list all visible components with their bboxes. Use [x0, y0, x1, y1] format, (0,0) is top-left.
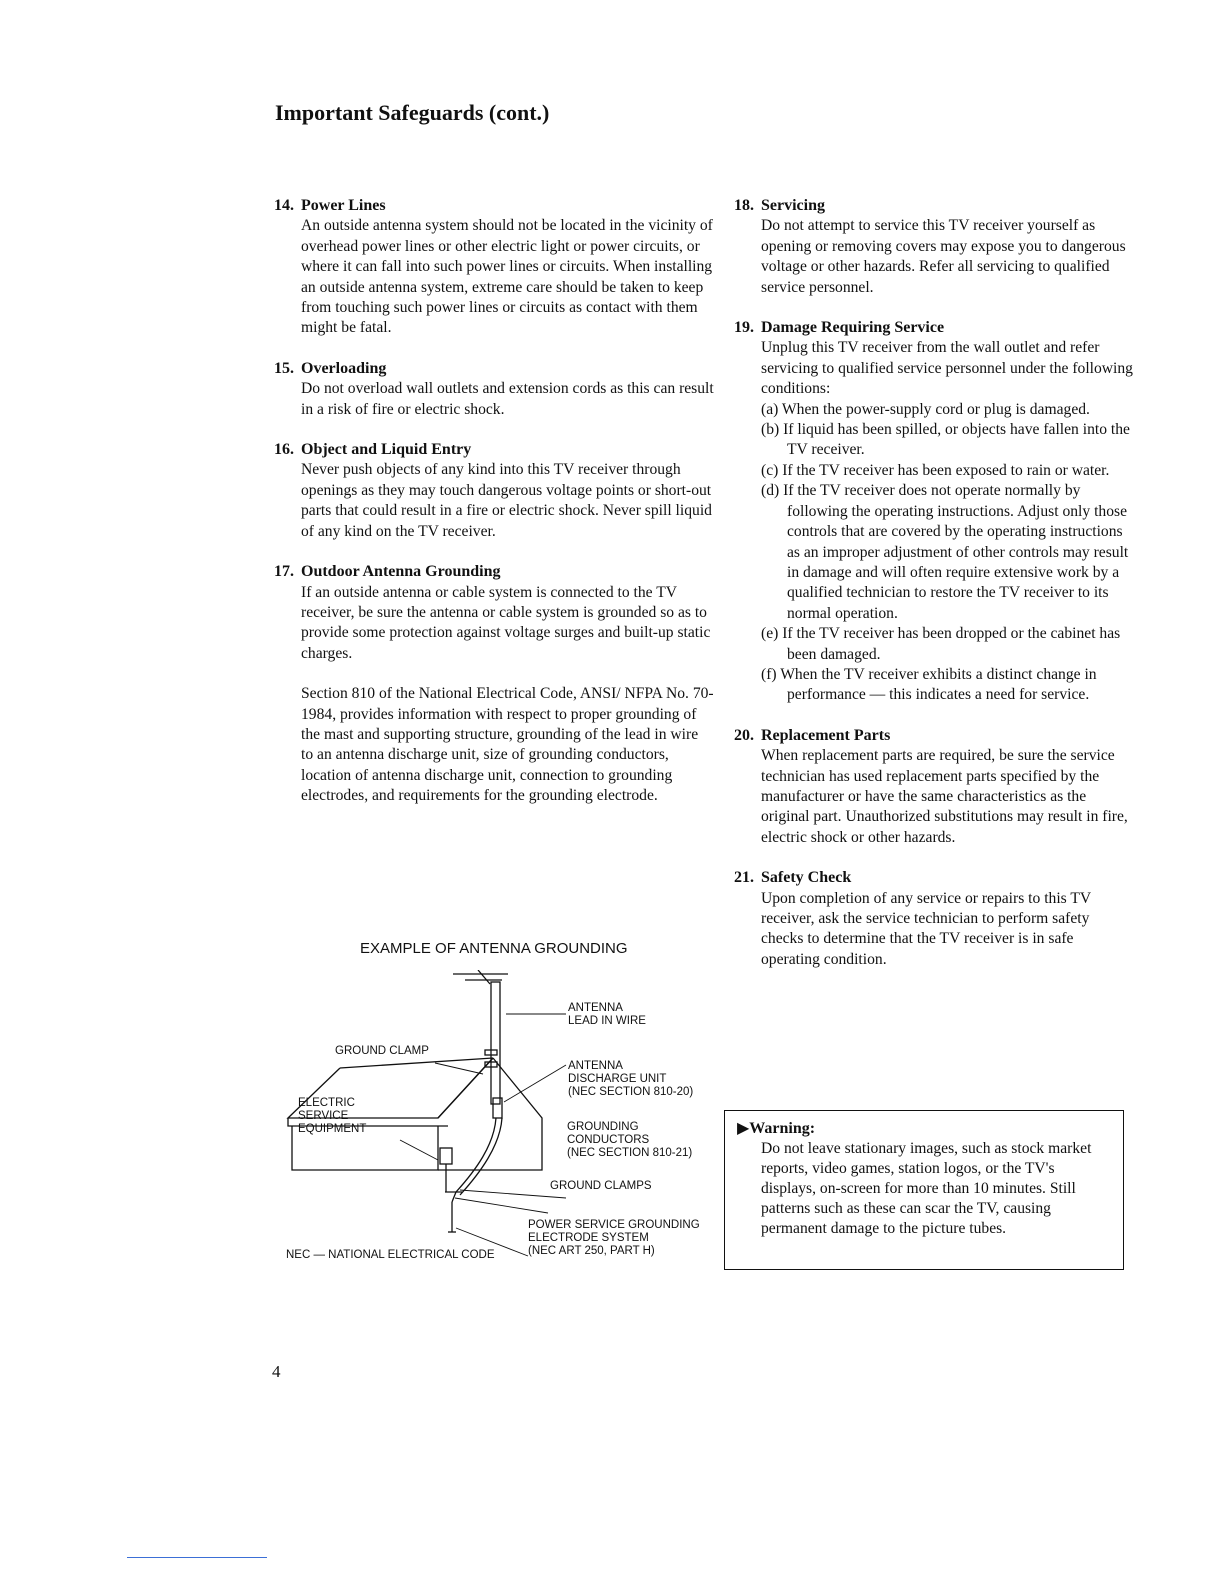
label-antenna-lead-in-wire: ANTENNA LEAD IN WIRE [568, 1002, 646, 1027]
section-title: Power Lines [301, 197, 386, 214]
section-body [761, 216, 1134, 298]
condition-item: (e) If the TV receiver has been dropped or the cabinet has been damaged. [761, 625, 1121, 663]
section-number: 21. [734, 869, 754, 887]
section-paragraph: When replacement parts are required, be sure the service technician has used replacement parts specified by the manufacturer or have the same characteristics as the original part. Unauthorized substitutions may result in fire, electric shock or other hazards. [761, 747, 1128, 846]
section-paragraph: Section 810 of the National Electrical Code, ANSI/ NFPA No. 70-1984, provides information with respect to proper grounding of the mast and supporting structure, grounding of the lead in wire to an antenna discharge unit, size of grounding conductors, location of antenna discharge unit, connection to grounding electrodes, and requirements for the grounding electrode. [301, 685, 714, 805]
ground-rod-icon [448, 1202, 456, 1232]
section-title: Object and Liquid Entry [301, 441, 472, 459]
label-power-service-grounding: POWER SERVICE GROUNDING ELECTRODE SYSTEM (NEC ART 250, PART H) [528, 1219, 700, 1257]
section-body [301, 460, 714, 542]
left-column [274, 196, 714, 827]
section-paragraph: Do not overload wall outlets and extension cords as this can result in a risk of fire or electric shock. [301, 380, 714, 418]
section-number: 14. [274, 197, 294, 214]
section-paragraph: Upon completion of any service or repairs to this TV receiver, ask the service technician to perform safety checks to determine that the TV receiver is in safe operating condition. [761, 889, 1091, 968]
label-antenna-discharge-unit: ANTENNA DISCHARGE UNIT (NEC SECTION 810-20) [568, 1060, 694, 1098]
section-heading [734, 318, 1134, 338]
warning-title: ▶Warning: [737, 1120, 816, 1137]
condition-item: (f) When the TV receiver exhibits a distinct change in performance — this indicates a need for service. [761, 665, 1097, 704]
condition-item: (d) If the TV receiver does not operate normally by following the operating instructions. Adjust only those controls that are covered by the operating instructions as an improper adjustment of other controls may result in damage and will often require extensive work by a qualified technician to restore the TV receiver to its normal operation. [761, 482, 1129, 622]
section-title: Damage Requiring Service [761, 319, 945, 337]
label-nec-definition: NEC — NATIONAL ELECTRICAL CODE [286, 1249, 495, 1261]
section-number: 15. [274, 359, 294, 377]
section-title: Overloading [301, 359, 387, 377]
condition-item: (c) If the TV receiver has been exposed to rain or water. [761, 461, 1110, 479]
section-number: 16. [274, 441, 294, 459]
section-18 [734, 196, 1134, 298]
warning-text: Do not leave stationary images, such as stock market reports, video games, station logos, or the TV's displays, on-screen for more than 10 minutes. Still patterns such as these can scar the TV, causing permanent damage to the picture tubes. [761, 1140, 1092, 1237]
section-heading [734, 726, 1134, 746]
section-17 [274, 562, 714, 806]
section-number: 20. [734, 726, 754, 744]
section-19 [734, 318, 1134, 706]
label-ground-clamps: GROUND CLAMPS [550, 1180, 652, 1192]
section-body [761, 889, 1134, 971]
section-heading [274, 196, 714, 216]
condition-item: (b) If liquid has been spilled, or objects have fallen into the TV receiver. [761, 421, 1130, 459]
section-body [761, 338, 1134, 705]
section-title: Outdoor Antenna Grounding [301, 563, 501, 581]
label-ground-clamp: GROUND CLAMP [335, 1045, 429, 1057]
section-14 [274, 196, 714, 339]
section-15 [274, 359, 714, 420]
page-number: 4 [272, 1362, 281, 1381]
footer-rule [127, 1557, 267, 1558]
section-16 [274, 440, 714, 542]
section-paragraph: If an outside antenna or cable system is connected to the TV receiver, be sure the antenna or cable system is grounded so as to provide some protection against voltage surges and built-up static charges. [301, 583, 711, 662]
condition-item: (a) When the power-supply cord or plug is damaged. [761, 400, 1090, 418]
label-electric-service-equipment: ELECTRIC SERVICE EQUIPMENT [298, 1097, 367, 1135]
page-title: Important Safeguards (cont.) [275, 100, 550, 125]
section-body [301, 583, 714, 807]
antenna-icon [453, 970, 508, 1104]
section-20 [734, 726, 1134, 848]
section-paragraph: Never push objects of any kind into this TV receiver through openings as they may touch dangerous voltage points or short-out parts that could result in a fire or electric shock. Never spill liquid of any kind on the TV receiver. [301, 461, 712, 540]
section-heading [734, 868, 1134, 888]
section-title: Safety Check [761, 869, 852, 887]
antenna-grounding-figure [280, 940, 720, 1270]
section-title: Replacement Parts [761, 726, 891, 744]
right-column [734, 196, 1134, 990]
section-heading [734, 196, 1134, 216]
section-heading [274, 440, 714, 460]
section-number: 18. [734, 197, 754, 214]
condition-list [761, 400, 1134, 706]
section-body [761, 746, 1134, 848]
label-grounding-conductors: GROUNDING CONDUCTORS (NEC SECTION 810-21) [567, 1121, 693, 1159]
section-title: Servicing [761, 197, 825, 214]
section-21 [734, 868, 1134, 970]
section-heading [274, 359, 714, 379]
section-heading [274, 562, 714, 582]
warning-box [724, 1110, 1124, 1270]
section-body [301, 216, 714, 338]
figure-caption: EXAMPLE OF ANTENNA GROUNDING [360, 940, 628, 957]
section-paragraph: An outside antenna system should not be located in the vicinity of overhead power lines or other electric light or power circuits, or where it can fall into such power lines or circuits. When installing an outside antenna system, extreme care should be taken to keep from touching such power lines or circuits as contact with them might be fatal. [301, 217, 713, 337]
grounding-conductor-icon [452, 1118, 502, 1202]
section-paragraph: Do not attempt to service this TV receiver yourself as opening or removing covers may expose you to dangerous voltage or other hazards. Refer all servicing to qualified service personnel. [761, 217, 1126, 296]
section-number: 17. [274, 563, 294, 581]
section-body [301, 379, 714, 420]
section-number: 19. [734, 319, 754, 337]
section-paragraph: Unplug this TV receiver from the wall outlet and refer servicing to qualified service personnel under the following conditions: [761, 339, 1133, 398]
